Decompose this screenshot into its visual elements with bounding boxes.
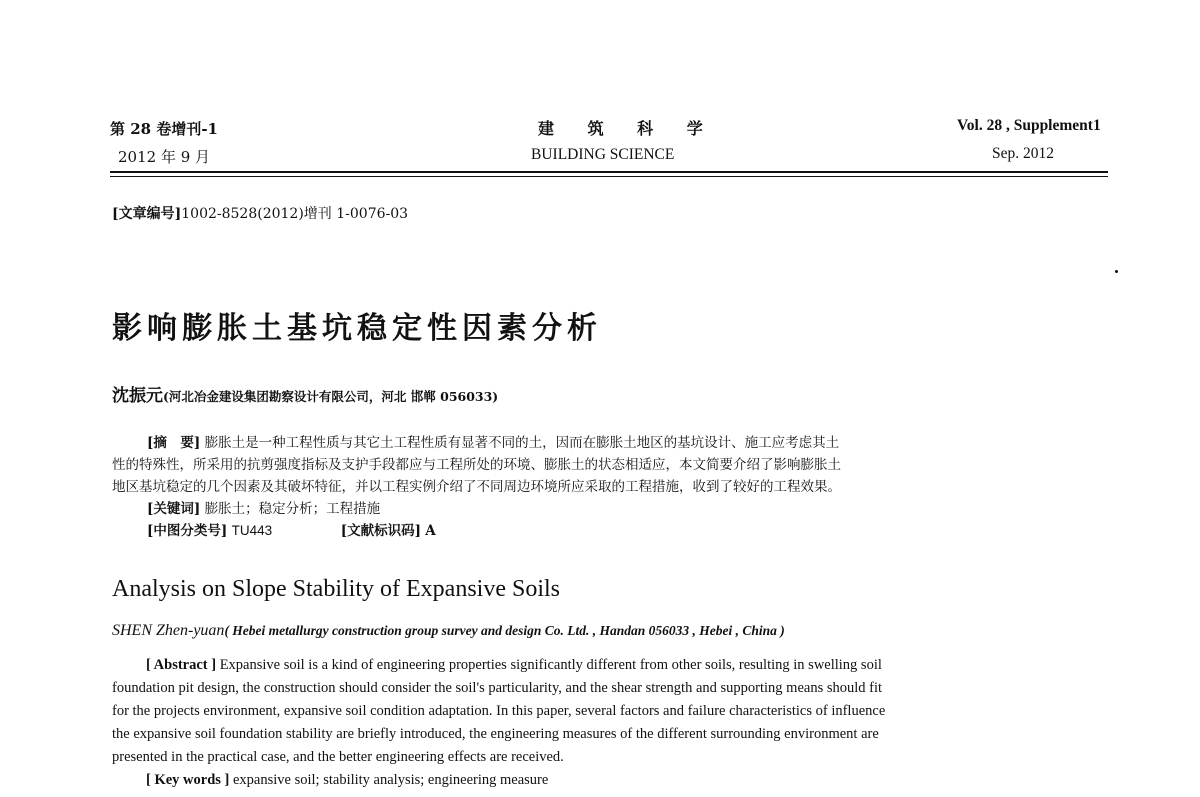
author-affiliation-en: ( Hebei metallurgy construction group survey and design Co. Ltd. , Handan 056033 , Hebei , China ) [224, 623, 785, 638]
publication-date-en: Sep. 2012 [992, 145, 1054, 162]
abstract-en-line: for the projects environment, expansive soil condition adaptation. In this paper, several factors and failure characteristics of influence [112, 703, 886, 719]
keywords-cn-value: 膨胀土；稳定分析；工程措施 [204, 501, 381, 517]
publication-date-cn: 2012 年 9 月 [118, 148, 211, 166]
keywords-cn-label: [关键词] [147, 501, 201, 517]
keywords-en-label: [ Key words ] [146, 772, 230, 788]
abstract-en-line: Expansive soil is a kind of engineering properties significantly different from other soils, resulting in swelling soil [219, 657, 882, 673]
scan-speck [1115, 270, 1118, 273]
abstract-cn-line: 地区基坑稳定的几个因素及其破坏特征，并以工程实例介绍了不同周边环境所应采取的工程措施，收到了较好的工程效果。 [112, 479, 841, 495]
classification-label: [中图分类号] [147, 523, 228, 539]
keywords-en [112, 769, 1108, 792]
abstract-en-line: presented in the practical case, and the better engineering effects are received. [112, 749, 564, 765]
page-title-en: Analysis on Slope Stability of Expansive Soils [112, 576, 560, 602]
author-affiliation-cn: (河北冶金建设集团勘察设计有限公司，河北 邯郸 056033) [163, 389, 499, 404]
abstract-en-line: the expansive soil foundation stability are briefly introduced, the engineering measures of the different surrounding environment are [112, 726, 879, 742]
abstract-en-line: foundation pit design, the construction should consider the soil's particularity, and the shear strength and supporting means should fit [112, 680, 883, 696]
keywords-cn [112, 498, 1108, 520]
volume-supplement: Vol. 28 , Supplement1 [957, 117, 1101, 134]
abstract-cn-line: 性的特殊性，所采用的抗剪强度指标及支护手段都应与工程所处的环境、膨胀土的状态相适应，本文简要介绍了影响膨胀土 [112, 457, 841, 473]
author-en [112, 622, 785, 640]
article-number [112, 203, 408, 225]
header-rule-thick [110, 171, 1108, 173]
author-name-en: SHEN Zhen-yuan [112, 622, 225, 639]
author-name-cn: 沈振元 [112, 386, 163, 406]
classification [112, 520, 1108, 542]
abstract-en [112, 654, 1108, 792]
abstract-cn-line: 膨胀土是一种工程性质与其它土工程性质有显著不同的土，因而在膨胀土地区的基坑设计、施工应考虑其土 [204, 435, 840, 451]
classification-value: TU443 [231, 523, 273, 538]
volume-issue: 第 28 卷增刊-1 [110, 120, 218, 138]
keywords-en-value: expansive soil; stability analysis; engineering measure [233, 772, 549, 788]
page-title-cn: 影响膨胀土基坑稳定性因素分析 [112, 311, 602, 346]
doc-code-value: A [425, 523, 436, 539]
article-number-label: [文章编号] [112, 206, 182, 222]
abstract-cn [112, 432, 1108, 542]
journal-title-en: BUILDING SCIENCE [531, 146, 675, 163]
doc-code-label: [文献标识码] [340, 523, 421, 539]
article-number-value: 1002-8528(2012)增刊 1-0076-03 [181, 206, 409, 222]
author-cn [112, 381, 498, 406]
abstract-cn-label: [摘 要] [147, 435, 201, 451]
abstract-en-label: [ Abstract ] [146, 657, 217, 673]
header-rule-thin [110, 176, 1108, 177]
journal-title-cn: 建 筑 科 学 [538, 119, 717, 138]
